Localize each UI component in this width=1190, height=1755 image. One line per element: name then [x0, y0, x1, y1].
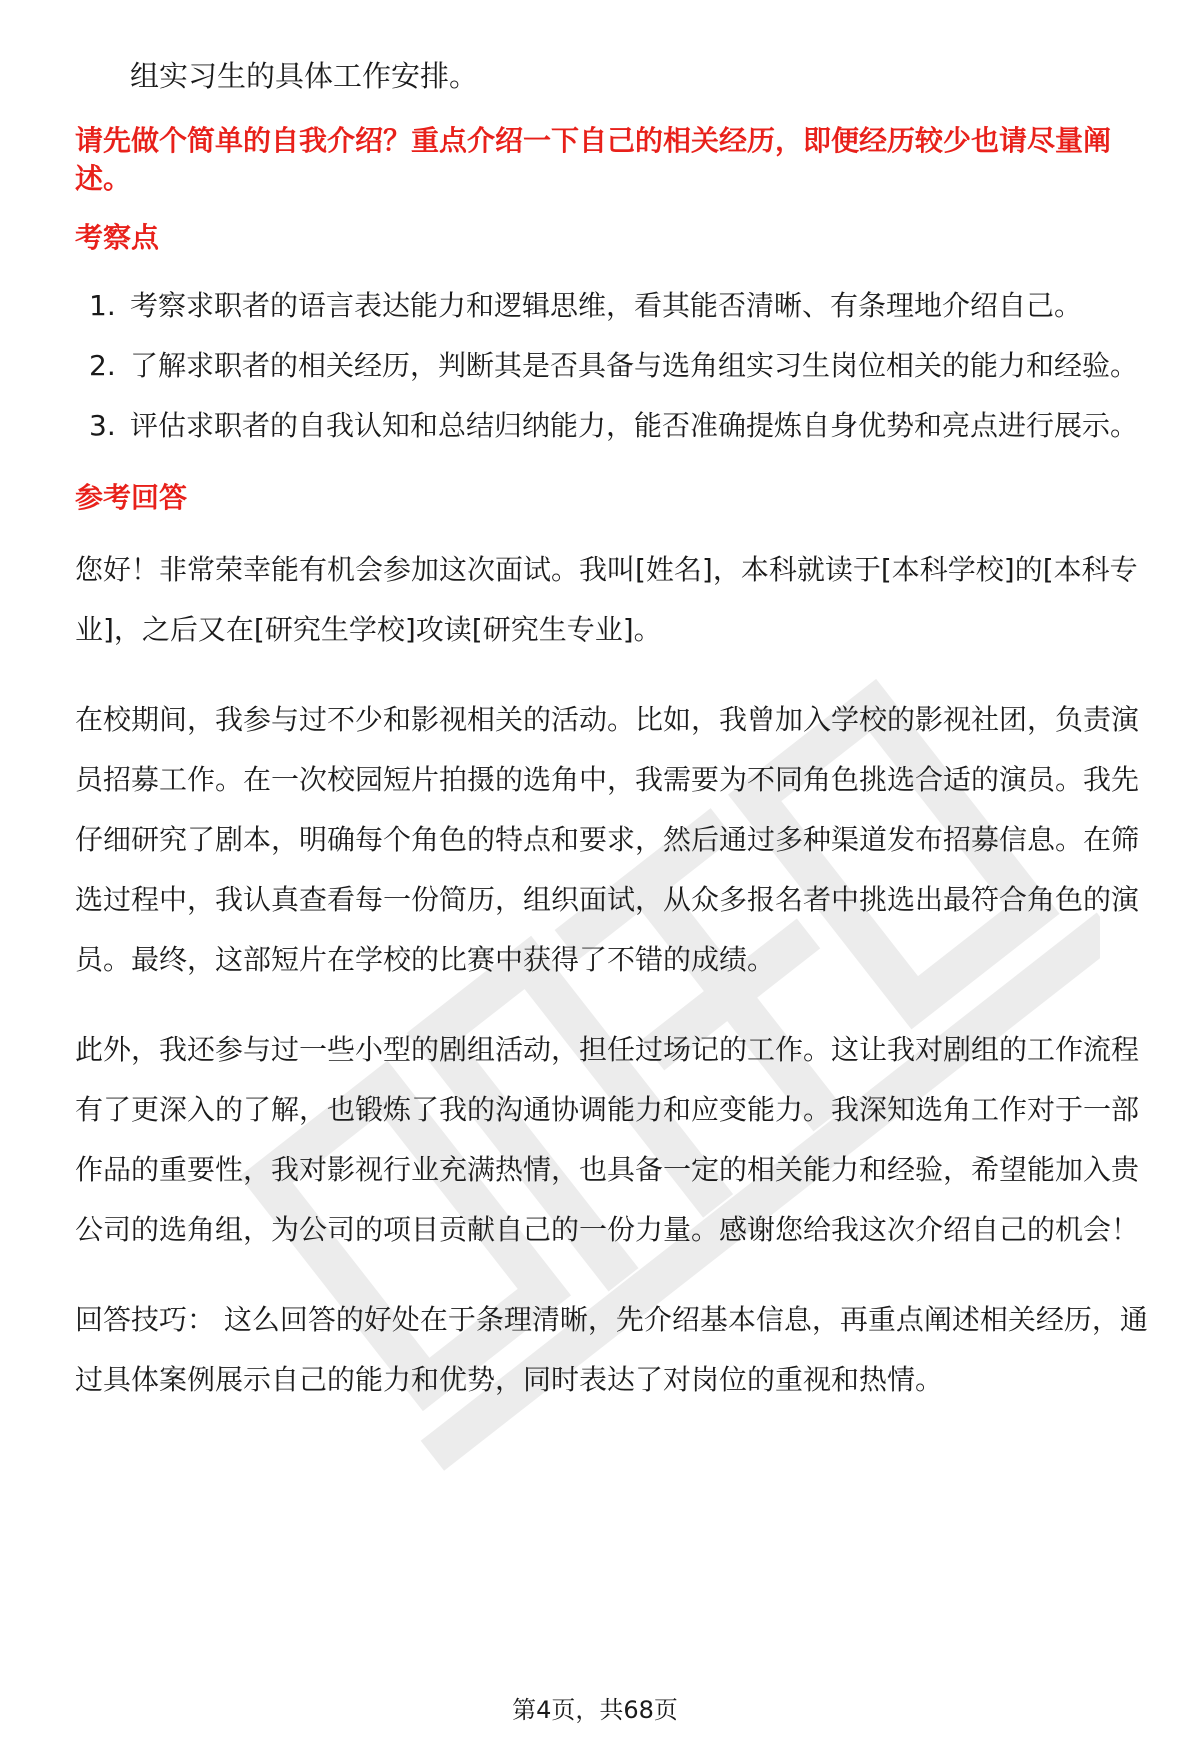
list-text: 考察求职者的语言表达能力和逻辑思维，看其能否清晰、有条理地介绍自己。 — [130, 289, 1083, 322]
list-item — [75, 336, 1165, 396]
list-number: 3. — [89, 409, 116, 442]
lead-line: 组实习生的具体工作安排。 — [130, 59, 479, 93]
list-text: 了解求职者的相关经历，判断其是否具备与选角组实习生岗位相关的能力和经验。 — [130, 349, 1139, 382]
answer-paragraph: 在校期间，我参与过不少和影视相关的活动。比如，我曾加入学校的影视社团，负责演员招募工作。在一次校园短片拍摄的选角中，我需要为不同角色挑选合适的演员。我先仔细研究了剧本，明确每个角色的特点和要求，然后通过多种渠道发布招募信息。在筛选过程中，我认真查看每一份简历，组织面试，从众多报名者中挑选出最符合角色的演员。最终，这部短片在学校的比赛中获得了不错的成绩。 — [75, 703, 1140, 976]
points-list — [75, 276, 1165, 456]
list-number: 2. — [89, 349, 116, 382]
page-number-footer: 第4页，共68页 — [512, 1696, 678, 1724]
answer-paragraph: 此外，我还参与过一些小型的剧组活动，担任过场记的工作。这让我对剧组的工作流程有了更深入的了解，也锻炼了我的沟通协调能力和应变能力。我深知选角工作对于一部作品的重要性，我对影视行业充满热情，也具备一定的相关能力和经验，希望能加入贵公司的选角组，为公司的项目贡献自己的一份力量。感谢您给我这次介绍自己的机会！ — [75, 1033, 1140, 1246]
interview-question: 请先做个简单的自我介绍？重点介绍一下自己的相关经历，即便经历较少也请尽量阐述。 — [75, 124, 1112, 195]
list-text: 评估求职者的自我认知和总结归纳能力，能否准确提炼自身优势和亮点进行展示。 — [130, 409, 1139, 442]
answer-paragraph: 您好！非常荣幸能有机会参加这次面试。我叫[姓名]，本科就读于[本科学校]的[本科专业]，之后又在[研究生学校]攻读[研究生专业]。 — [75, 553, 1138, 646]
points-heading: 考察点 — [75, 221, 160, 254]
answer-tip: 回答技巧： 这么回答的好处在于条理清晰，先介绍基本信息，再重点阐述相关经历，通过具体案例展示自己的能力和优势，同时表达了对岗位的重视和热情。 — [75, 1303, 1148, 1396]
list-item — [75, 276, 1165, 336]
list-item — [75, 396, 1165, 456]
answer-heading: 参考回答 — [75, 481, 188, 514]
list-number: 1. — [89, 289, 116, 322]
document-content — [75, 46, 1165, 1410]
